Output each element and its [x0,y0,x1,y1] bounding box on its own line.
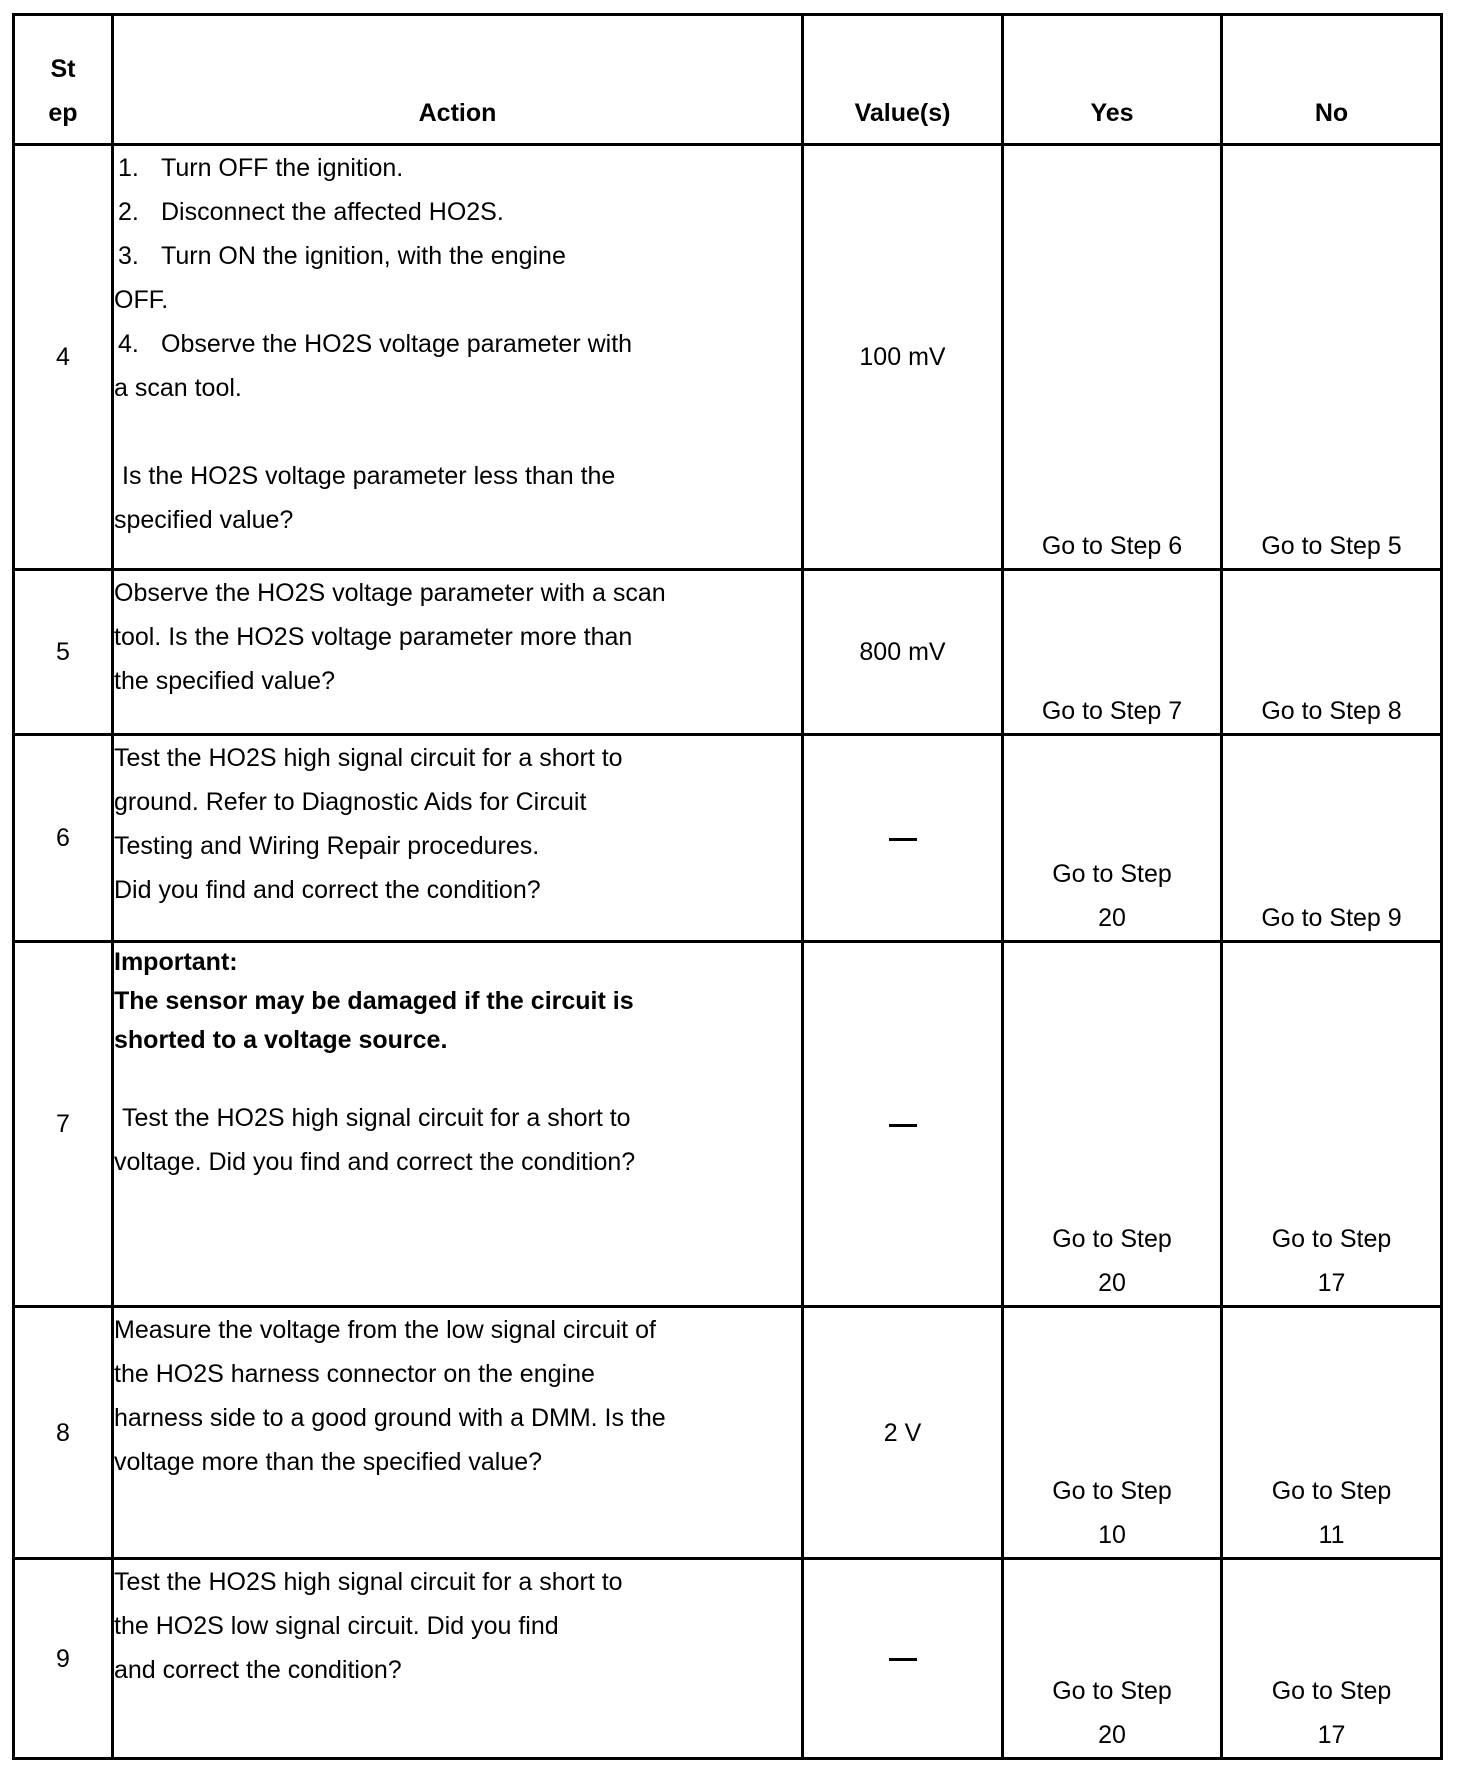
step-number: 8 [14,1307,113,1559]
action-cell [113,1307,803,1559]
no-line: Go to Step [1271,1677,1392,1705]
no-cell: Go to Step 8 [1222,570,1442,735]
important-label: Important: [114,948,238,976]
value-cell: 800 mV [803,570,1003,735]
action-item: 1. Turn OFF the ignition. [118,154,404,182]
yes-line: 20 [1098,1269,1126,1297]
action-item-cont: OFF. [114,286,169,314]
table-row [14,1559,1442,1759]
yes-line: Go to Step [1052,1677,1172,1705]
yes-cell: Go to Step 7 [1003,570,1222,735]
important-text: shorted to a voltage source. [114,1026,448,1054]
action-cell [113,735,803,942]
value-cell: 2 V [803,1307,1003,1559]
no-line: 17 [1317,1269,1346,1297]
yes-cell [1003,1307,1222,1559]
action-item-cont: a scan tool. [114,374,242,402]
action-line: Test the HO2S high signal circuit for a short to [114,744,623,772]
step-number: 6 [14,735,113,942]
value-cell [803,735,1003,942]
yes-cell [1003,1559,1222,1759]
no-line: 17 [1317,1721,1346,1749]
table-row [14,735,1442,942]
action-question: specified value? [114,506,294,534]
no-line: Go to Step [1271,1477,1392,1505]
important-text: The sensor may be damaged if the circuit is [114,987,634,1015]
yes-line: Go to Step [1052,1225,1172,1253]
yes-header: Yes [1003,15,1222,145]
action-cell [113,942,803,1307]
value-cell [803,942,1003,1307]
no-line: 11 [1318,1521,1345,1549]
yes-line: 10 [1098,1521,1126,1549]
step-header [14,15,113,145]
no-cell [1222,1559,1442,1759]
action-line: Test the HO2S high signal circuit for a short to [114,1568,623,1596]
action-line: tool. Is the HO2S voltage parameter more than [114,623,633,651]
action-question: Is the HO2S voltage parameter less than the [122,462,616,490]
action-line: voltage more than the specified value? [114,1448,543,1476]
no-cell [1222,942,1442,1307]
em-dash [889,838,917,841]
em-dash [889,1124,917,1127]
action-line: and correct the condition? [114,1656,402,1684]
action-line: Testing and Wiring Repair procedures. [114,832,540,860]
step-number: 9 [14,1559,113,1759]
yes-line: Go to Step [1052,860,1172,888]
action-cell [113,145,803,570]
yes-cell: Go to Step 6 [1003,145,1222,570]
em-dash [889,1658,917,1661]
action-header: Action [113,15,803,145]
action-line: voltage. Did you find and correct the condition? [114,1148,636,1176]
step-number: 4 [14,145,113,570]
action-line: Did you find and correct the condition? [114,876,541,904]
action-line: Measure the voltage from the low signal circuit of [114,1316,656,1344]
yes-line: 20 [1098,904,1126,932]
step-header-line2: ep [48,99,78,127]
action-line: Observe the HO2S voltage parameter with a scan [114,579,666,607]
action-line: the HO2S low signal circuit. Did you find [114,1612,559,1640]
yes-cell [1003,942,1222,1307]
no-cell: Go to Step 9 [1222,735,1442,942]
action-cell [113,570,803,735]
yes-line: Go to Step [1052,1477,1172,1505]
action-item: 2. Disconnect the affected HO2S. [118,198,504,226]
yes-line: 20 [1098,1721,1126,1749]
values-header: Value(s) [803,15,1003,145]
header-row [14,15,1442,145]
yes-cell [1003,735,1222,942]
value-cell: 100 mV [803,145,1003,570]
diagnostic-table [12,13,1443,1760]
value-cell [803,1559,1003,1759]
step-number: 7 [14,942,113,1307]
no-header: No [1222,15,1442,145]
table-row [14,1307,1442,1559]
action-cell [113,1559,803,1759]
no-cell [1222,1307,1442,1559]
table-row [14,145,1442,570]
action-item: 3. Turn ON the ignition, with the engine [118,242,566,270]
action-line: the specified value? [114,667,335,695]
step-header-line1: St [50,55,76,83]
action-line: the HO2S harness connector on the engine [114,1360,595,1388]
action-line: ground. Refer to Diagnostic Aids for Circuit [114,788,587,816]
table-row [14,942,1442,1307]
table-row [14,570,1442,735]
no-line: Go to Step [1271,1225,1392,1253]
no-cell: Go to Step 5 [1222,145,1442,570]
step-number: 5 [14,570,113,735]
action-item: 4. Observe the HO2S voltage parameter with [118,330,633,358]
action-line: Test the HO2S high signal circuit for a short to [122,1104,631,1132]
action-line: harness side to a good ground with a DMM. Is the [114,1404,666,1432]
